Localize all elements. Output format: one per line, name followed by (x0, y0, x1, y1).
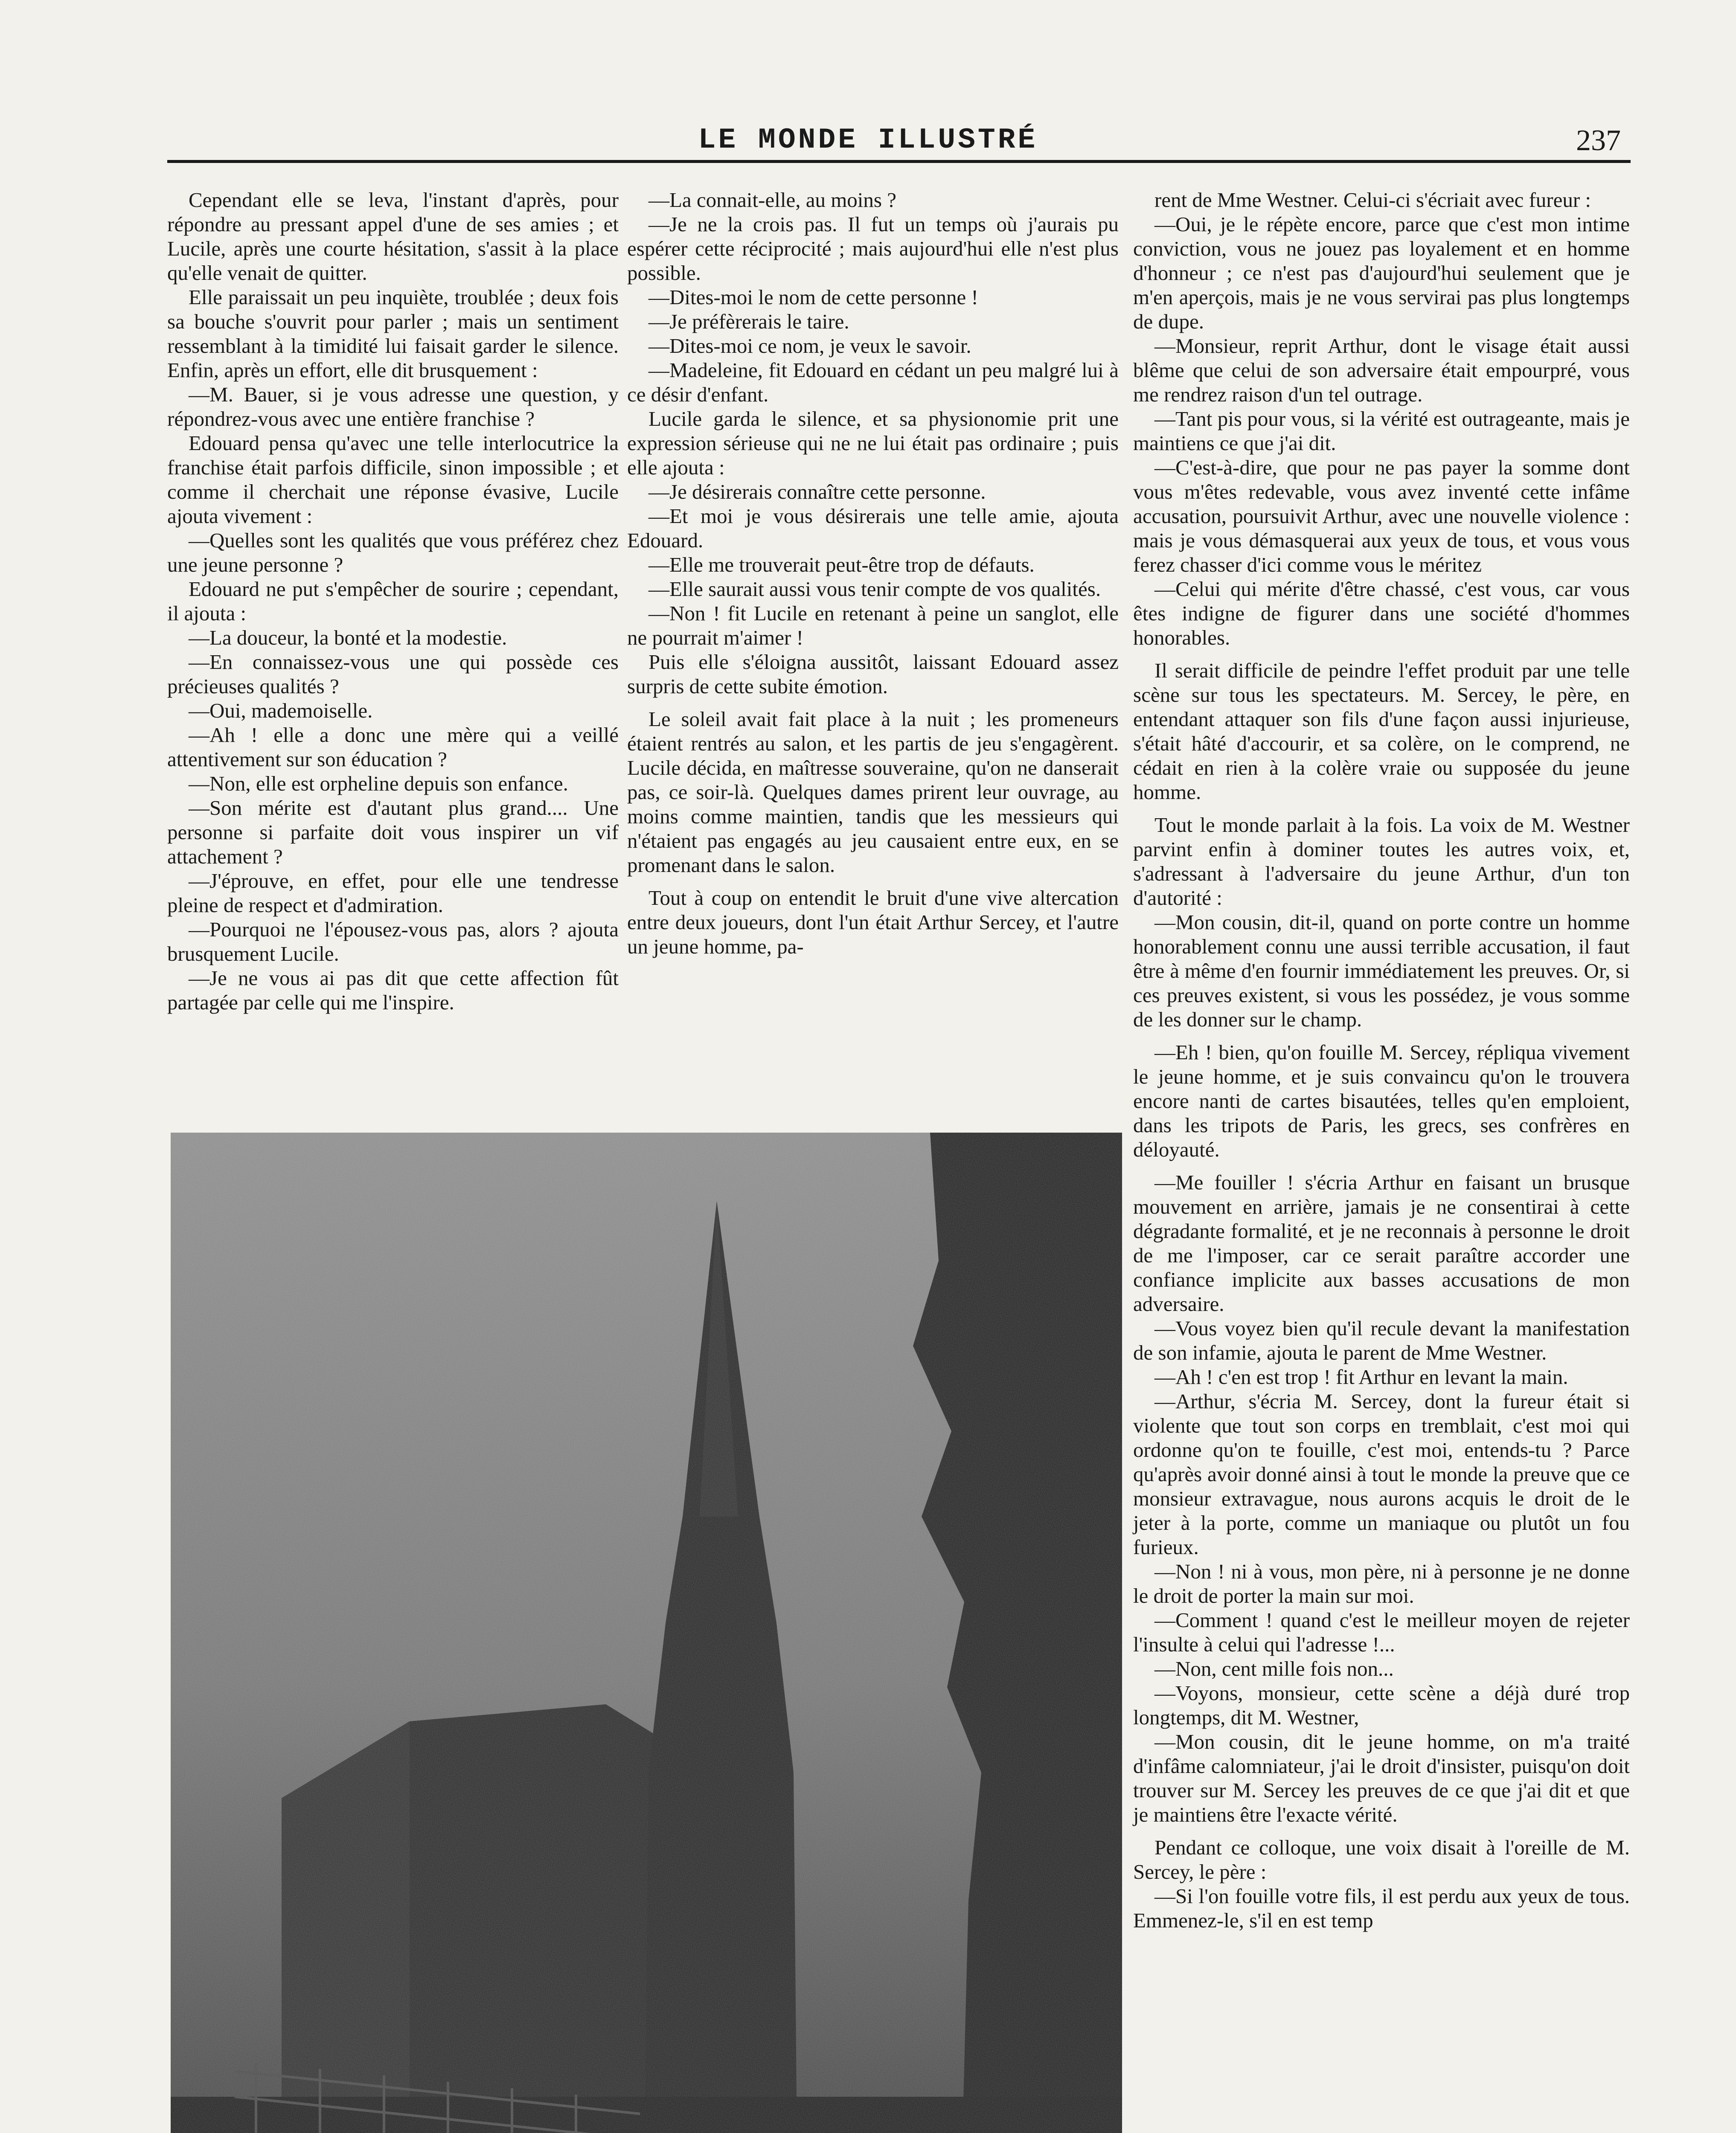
paragraph: —Non, cent mille fois non... (1154, 1657, 1394, 1680)
paragraph: Pendant ce colloque, une voix disait à l'oreille de M. Sercey, le père : (1133, 1836, 1630, 1883)
paragraph: —Quelles sont les qualités que vous préférez chez une jeune personne ? (167, 529, 619, 576)
paragraph: —Celui qui mérite d'être chassé, c'est vous, car vous êtes indigne de figurer dans une société d'hommes honorables. (1133, 577, 1630, 649)
paragraph: —La connait-elle, au moins ? (648, 188, 896, 212)
paragraph: —Arthur, s'écria M. Sercey, dont la fureur était si violente que tout son corps en tremblait, c'est moi qui ordonne qu'on te fouille, c'est moi, entends-tu ? Parce qu'après avoir donné ainsi à tout le monde la preuve que ce monsieur extravague, nous aurons acquis le droit de le jeter à la porte, comme un maniaque ou plutôt un fou furieux. (1133, 1389, 1630, 1559)
paragraph: Tout le monde parlait à la fois. La voix de M. Westner parvint enfin à dominer toutes les autres voix, et, s'adressant à l'adversaire du jeune Arthur, d'un ton d'autorité : (1133, 813, 1630, 910)
paragraph: Elle paraissait un peu inquiète, troublée ; deux fois sa bouche s'ouvrit pour parler ; mais un sentiment ressemblant à la timidité lui faisait garder le silence. Enfin, après un effort, elle dit brusquement : (167, 285, 619, 382)
paragraph: —Dites-moi ce nom, je veux le savoir. (648, 334, 971, 357)
paragraph: —Elle saurait aussi vous tenir compte de vos qualités. (648, 577, 1101, 601)
paragraph: —Monsieur, reprit Arthur, dont le visage était aussi blême que celui de son adversaire était empourpré, vous me rendrez raison d'un tel outrage. (1133, 334, 1630, 406)
page-number: 237 (1576, 124, 1621, 157)
paragraph: —Je ne vous ai pas dit que cette affection fût partagée par celle qui me l'inspire. (167, 966, 619, 1014)
paragraph: —Eh ! bien, qu'on fouille M. Sercey, répliqua vivement le jeune homme, et je suis convaincu qu'on le trouvera encore nanti de cartes bisautées, telles qu'en emploient, dans les tripots de Paris, les grecs, ses confrères en déloyauté. (1133, 1040, 1630, 1161)
paragraph: —Mon cousin, dit-il, quand on porte contre un homme honorablement connu une aussi terrible accusation, il faut être à même d'en fournir immédiatement les preuves. Or, si ces preuves existent, si vous les possédez, je vous somme de les donner sur le champ. (1133, 910, 1630, 1031)
paragraph: Cependant elle se leva, l'instant d'après, pour répondre au pressant appel d'une de ses amies ; et Lucile, après une courte hésitation, s'assit à la place qu'elle venait de quitter. (167, 188, 619, 285)
paragraph: —Je ne la crois pas. Il fut un temps où j'aurais pu espérer cette réciprocité ; mais aujourd'hui elle n'est plus possible. (627, 212, 1119, 285)
page-header (0, 124, 1736, 157)
paragraph: —Son mérite est d'autant plus grand.... Une personne si parfaite doit vous inspirer un vif attachement ? (167, 796, 619, 868)
paragraph: —Tant pis pour vous, si la vérité est outrageante, mais je maintiens ce que j'ai dit. (1133, 407, 1630, 455)
paragraph: —Non ! ni à vous, mon père, ni à personne je ne donne le droit de porter la main sur moi. (1133, 1560, 1630, 1607)
paragraph: Lucile garda le silence, et sa physionomie prit une expression sérieuse qui ne ne lui était pas ordinaire ; puis elle ajouta : (627, 407, 1119, 479)
paragraph: —C'est-à-dire, que pour ne pas payer la somme dont vous m'êtes redevable, vous avez inventé cette infâme accusation, poursuivit Arthur, avec une nouvelle violence : mais je vous démasquerai aux yeux de tous, et vous vous ferez chasser d'ici comme vous le méritez (1133, 456, 1630, 576)
paragraph: —Pourquoi ne l'épousez-vous pas, alors ? ajouta brusquement Lucile. (167, 918, 619, 965)
paragraph: Edouard pensa qu'avec une telle interlocutrice la franchise était parfois difficile, sinon impossible ; et comme il cherchait une réponse évasive, Lucile ajouta vivement : (167, 431, 619, 528)
header-rule (167, 160, 1631, 163)
church-photograph (171, 1133, 1122, 2133)
paragraph: —M. Bauer, si je vous adresse une question, y répondrez-vous avec une entière franchise ? (167, 383, 619, 430)
paragraph: —Elle me trouverait peut-être trop de défauts. (648, 553, 1035, 576)
text-column-1 (167, 188, 619, 1014)
paragraph: —Ah ! c'en est trop ! fit Arthur en levant la main. (1154, 1365, 1568, 1389)
paragraph: Edouard ne put s'empêcher de sourire ; cependant, il ajouta : (167, 577, 619, 625)
paragraph: Puis elle s'éloigna aussitôt, laissant Edouard assez surpris de cette subite émotion. (627, 650, 1119, 698)
paragraph: —J'éprouve, en effet, pour elle une tendresse pleine de respect et d'admiration. (167, 869, 619, 917)
paragraph: rent de Mme Westner. Celui-ci s'écriait avec fureur : (1154, 188, 1591, 212)
paragraph: —Je désirerais connaître cette personne. (648, 480, 986, 503)
paragraph: —Ah ! elle a donc une mère qui a veillé attentivement sur son éducation ? (167, 723, 619, 771)
paragraph: —Et moi je vous désirerais une telle amie, ajouta Edouard. (627, 504, 1119, 552)
paragraph: Il serait difficile de peindre l'effet produit par une telle scène sur tous les spectateurs. M. Sercey, le père, en entendant attaquer son fils d'une façon aussi injurieuse, s'était hâté d'accourir, et sa colère, on le comprend, ne cédait en rien à la colère vraie ou supposée du jeune homme. (1133, 659, 1630, 804)
paragraph: —En connaissez-vous une qui possède ces précieuses qualités ? (167, 650, 619, 698)
text-column-2 (627, 188, 1119, 959)
paragraph: —Madeleine, fit Edouard en cédant un peu malgré lui à ce désir d'enfant. (627, 358, 1119, 406)
paragraph: —Voyons, monsieur, cette scène a déjà duré trop longtemps, dit M. Westner, (1133, 1681, 1630, 1729)
paragraph: —Dites-moi le nom de cette personne ! (648, 285, 978, 309)
paragraph: —Me fouiller ! s'écria Arthur en faisant un brusque mouvement en arrière, jamais je ne consentirai à cette dégradante formalité, et je ne reconnais à personne le droit de me l'imposer, car ce serait paraître accorder une confiance implicite aux basses accusations de mon adversaire. (1133, 1171, 1630, 1316)
paragraph: —Je préfèrerais le taire. (648, 310, 849, 333)
paragraph: —Non, elle est orpheline depuis son enfance. (189, 772, 568, 795)
paragraph: —Vous voyez bien qu'il recule devant la manifestation de son infamie, ajouta le parent de Mme Westner. (1133, 1316, 1630, 1364)
paragraph: —Comment ! quand c'est le meilleur moyen de rejeter l'insulte à celui qui l'adresse !... (1133, 1608, 1630, 1656)
journal-title: LE MONDE ILLUSTRÉ (698, 124, 1038, 157)
paragraph: Le soleil avait fait place à la nuit ; les promeneurs étaient rentrés au salon, et les partis de jeu s'engagèrent. Lucile décida, en maîtresse souveraine, qu'on ne danserait pas, ce soir-là. Quelques dames prirent leur ouvrage, au moins comme maintien, tandis que les messieurs qui n'étaient pas engagés au jeu causaient entre eux, en se promenant dans le salon. (627, 707, 1119, 877)
paragraph: —Non ! fit Lucile en retenant à peine un sanglot, elle ne pourrait m'aimer ! (627, 602, 1119, 649)
paragraph: —Oui, mademoiselle. (189, 699, 373, 722)
paragraph: —Oui, je le répète encore, parce que c'est mon intime conviction, vous ne jouez pas loyalement et en homme d'honneur ; ce n'est pas d'aujourd'hui seulement que je m'en aperçois, mais je ne vous servirai pas plus longtemps de dupe. (1133, 212, 1630, 333)
text-column-3 (1133, 188, 1630, 1932)
paragraph: —Mon cousin, dit le jeune homme, on m'a traité d'infâme calomniateur, j'ai le droit d'insister, puisqu'on doit trouver sur M. Sercey les preuves de ce que j'ai dit et que je maintiens être l'exacte vérité. (1133, 1730, 1630, 1826)
paragraph: —Si l'on fouille votre fils, il est perdu aux yeux de tous. Emmenez-le, s'il en est temp (1133, 1884, 1630, 1932)
paragraph: Tout à coup on entendit le bruit d'une vive altercation entre deux joueurs, dont l'un était Arthur Sercey, et l'autre un jeune homme, pa- (627, 886, 1119, 958)
paragraph: —La douceur, la bonté et la modestie. (189, 626, 507, 649)
